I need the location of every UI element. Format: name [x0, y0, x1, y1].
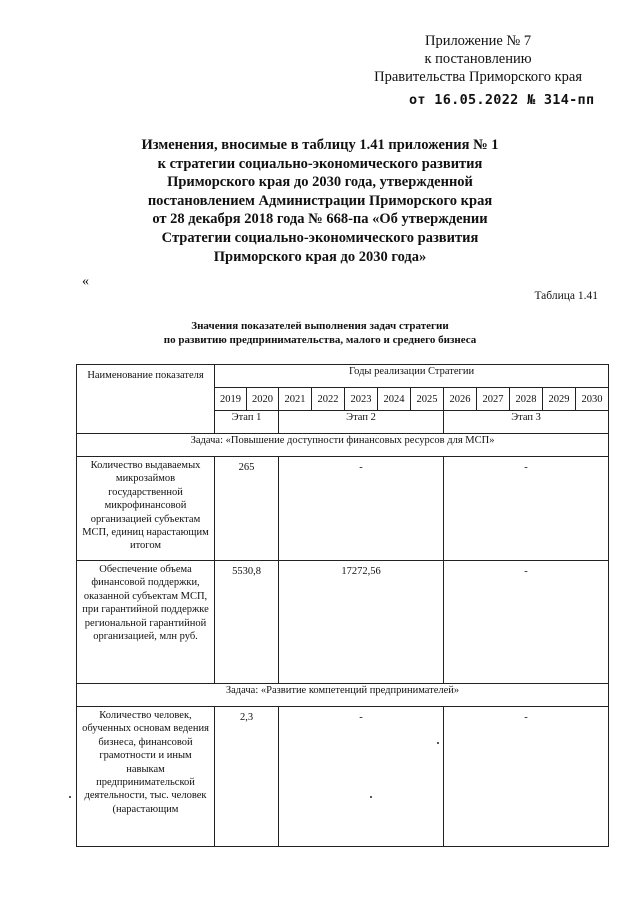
stage1-value: 2,3 [215, 707, 279, 847]
year-cell: 2021 [279, 388, 312, 411]
stage1-value: 265 [215, 457, 279, 561]
title-line: от 28 декабря 2018 года № 668-па «Об утверждении [152, 211, 488, 228]
table-row [77, 561, 609, 684]
scan-speck [69, 796, 71, 798]
title-line: Стратегии социально-экономического развития [161, 229, 479, 246]
scan-speck [437, 742, 439, 744]
indicator-name: Количество человек, обученных основам ведения бизнеса, финансовой грамотности и иным навыкам предпринимательской деятельности, тыс. человек (нарастающим [77, 707, 215, 847]
appendix-government: Правительства Приморского края [374, 69, 582, 85]
stage2-value: - [279, 457, 444, 561]
scan-speck [370, 796, 372, 798]
title-line: к стратегии социально-экономического развития [157, 155, 483, 172]
stage2-value: - [279, 707, 444, 847]
year-cell: 2024 [378, 388, 411, 411]
indicators-table [76, 364, 609, 847]
title-line: Приморского края до 2030 года» [213, 248, 427, 265]
header-years: Годы реализации Стратегии [215, 365, 609, 388]
title-line: Приморского края до 2030 года, утвержденной [167, 174, 473, 191]
stage3-value: - [444, 707, 609, 847]
stage-1: Этап 1 [215, 411, 279, 434]
stage3-value: - [444, 561, 609, 684]
table-title [70, 319, 570, 347]
year-cell: 2026 [444, 388, 477, 411]
date-number-stamp: от 16.05.2022 № 314-пп [409, 92, 595, 108]
year-cell: 2030 [576, 388, 609, 411]
stage-3: Этап 3 [444, 411, 609, 434]
stage-2: Этап 2 [279, 411, 444, 434]
document-title [70, 136, 570, 266]
header-indicator-name: Наименование показателя [77, 365, 215, 434]
table-title-line: по развитию предпринимательства, малого и среднего бизнеса [163, 334, 477, 346]
indicator-name: Обеспечение объема финансовой поддержки, оказанной субъектам МСП, при гарантийной поддержке региональной гарантийной организацией, млн руб. [77, 561, 215, 684]
year-cell: 2029 [543, 388, 576, 411]
stage3-value: - [444, 457, 609, 561]
year-cell: 2022 [312, 388, 345, 411]
opening-quote: « [82, 274, 89, 289]
table-row [77, 457, 609, 561]
year-cell: 2019 [215, 388, 247, 411]
year-cell: 2023 [345, 388, 378, 411]
title-line: Изменения, вносимые в таблицу 1.41 приложения № 1 [141, 137, 499, 153]
appendix-number: Приложение № 7 [424, 33, 532, 49]
year-cell: 2025 [411, 388, 444, 411]
appendix-header [374, 32, 582, 86]
year-cell: 2027 [477, 388, 510, 411]
task-finance-access: Задача: «Повышение доступности финансовых ресурсов для МСП» [77, 434, 609, 457]
indicator-name: Количество выдаваемых микрозаймов государственной микрофинансовой организацией субъектам МСП, единиц нарастающим итогом [77, 457, 215, 561]
table-label: Таблица 1.41 [534, 290, 598, 302]
task-competencies: Задача: «Развитие компетенций предпринимателей» [77, 684, 609, 707]
table-row [77, 707, 609, 847]
stage2-value: 17272,56 [279, 561, 444, 684]
stage1-value: 5530,8 [215, 561, 279, 684]
year-cell: 2020 [247, 388, 279, 411]
title-line: постановлением Администрации Приморского края [147, 192, 493, 209]
year-cell: 2028 [510, 388, 543, 411]
table-title-line: Значения показателей выполнения задач стратегии [191, 320, 449, 332]
appendix-to-resolution: к постановлению [424, 51, 532, 67]
